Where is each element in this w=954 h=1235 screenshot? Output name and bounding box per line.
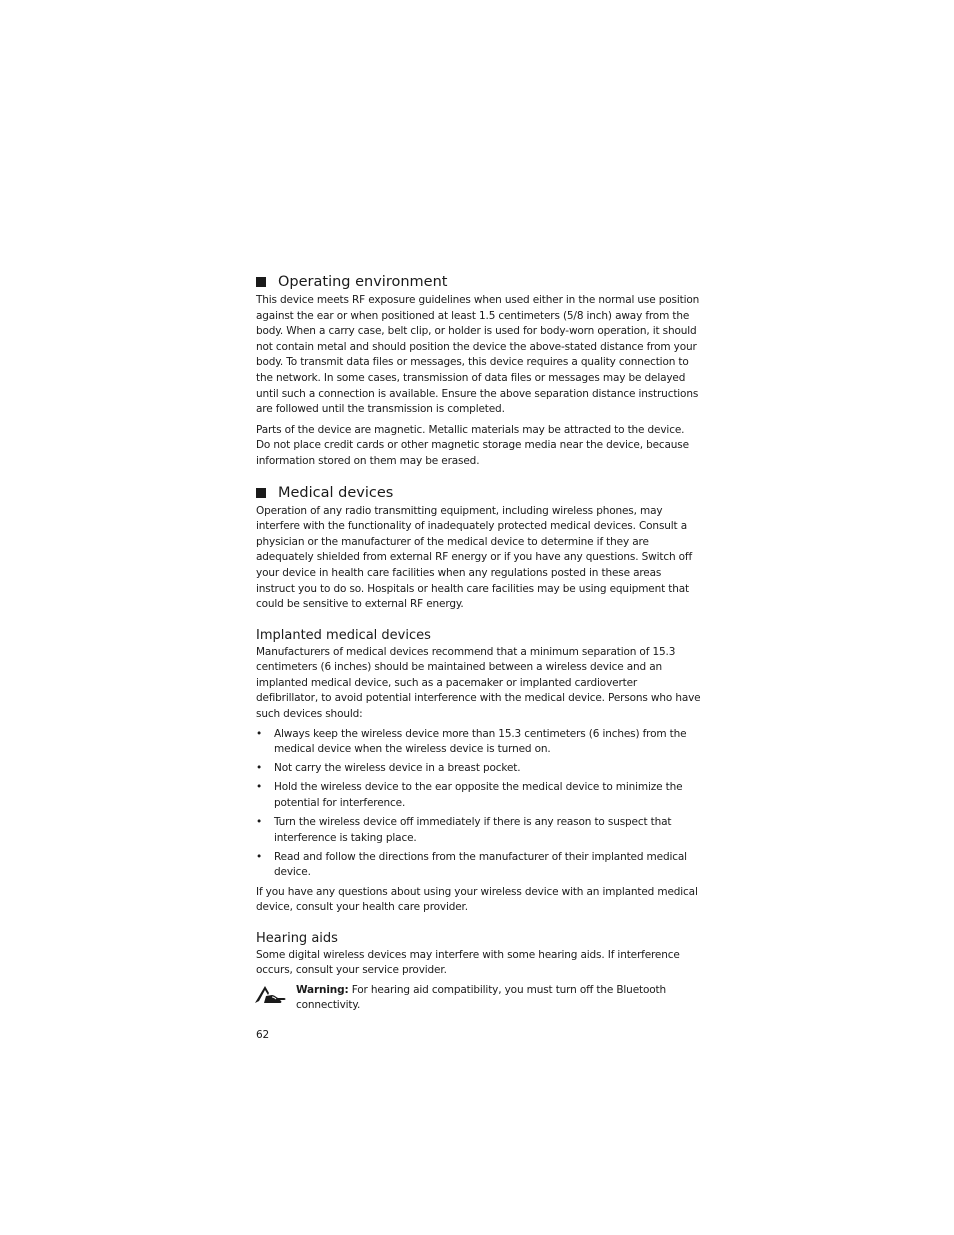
bullet-list	[256, 727, 701, 881]
warning-hand-icon	[254, 983, 288, 1005]
subheading-hearing-aids: Hearing aids	[256, 930, 338, 946]
page-number: 62	[256, 1029, 270, 1042]
paragraph: Manufacturers of medical devices recommend that a minimum separation of 15.3 centimeters (6 inches) should be maintained between a wireless device and an implanted medical device, such as a pacemaker or implanted cardioverter defibrillator, to avoid potential interference with the medical device. Persons who have such devices should:	[256, 645, 701, 721]
bullet-icon: •	[256, 781, 263, 794]
bullet-icon: •	[256, 850, 263, 863]
paragraph: Some digital wireless devices may interfere with some hearing aids. If interference occurs, consult your service provider.	[256, 948, 680, 977]
warning-note	[256, 983, 701, 1014]
warning-label: Warning:	[296, 983, 349, 996]
paragraph: This device meets RF exposure guidelines when used either in the normal use position against the ear or when positioned at least 1.5 centimeters (5/8 inch) away from the body. When a carry case, belt clip, or holder is used for body-worn operation, it should not contain metal and should position the device the above-stated distance from your body. To transmit data files or messages, this device requires a quality connection to the network. In some cases, transmission of data files or messages may be delayed until such a connection is available. Ensure the above separation distance instructions are followed until the transmission is completed.	[256, 294, 700, 416]
subheading-implanted-medical-devices: Implanted medical devices	[256, 627, 431, 643]
list-item: • Always keep the wireless device more than 15.3 centimeters (6 inches) from the medical device when the wireless device is turned on.	[256, 727, 687, 756]
page-content	[256, 270, 701, 1044]
warning-text	[296, 983, 701, 1014]
section-heading-operating-environment	[256, 272, 701, 292]
warning-body: For hearing aid compatibility, you must turn off the Bluetooth connectivity.	[296, 983, 666, 1012]
paragraph: If you have any questions about using your wireless device with an implanted medical device, consult your health care provider.	[256, 885, 698, 914]
section-title: Operating environment	[278, 274, 448, 290]
bullet-icon: •	[256, 762, 263, 775]
list-item: • Not carry the wireless device in a breast pocket.	[256, 761, 701, 777]
list-item: • Read and follow the directions from the manufacturer of their implanted medical device.	[256, 850, 687, 879]
paragraph: Parts of the device are magnetic. Metallic materials may be attracted to the device. Do not place credit cards or other magnetic storage media near the device, because information stored on them may be erased.	[256, 423, 689, 467]
section-heading-medical-devices	[256, 483, 701, 503]
section-title: Medical devices	[278, 484, 394, 501]
list-item: • Hold the wireless device to the ear opposite the medical device to minimize the potential for interference.	[256, 781, 683, 810]
square-bullet-icon	[256, 488, 266, 498]
bullet-icon: •	[256, 727, 263, 740]
square-bullet-icon	[256, 277, 266, 287]
list-item: • Turn the wireless device off immediately if there is any reason to suspect that interference is taking place.	[256, 816, 672, 844]
paragraph: Operation of any radio transmitting equipment, including wireless phones, may interfere with the functionality of inadequately protected medical devices. Consult a physician or the manufacturer of the medical device to determine if they are adequately shielded from external RF energy or if you have any questions. Switch off your device in health care facilities when any regulations posted in these areas instruct you to do so. Hospitals or health care facilities may be using equipment that could be sensitive to external RF energy.	[256, 504, 692, 611]
bullet-icon: •	[256, 816, 263, 829]
